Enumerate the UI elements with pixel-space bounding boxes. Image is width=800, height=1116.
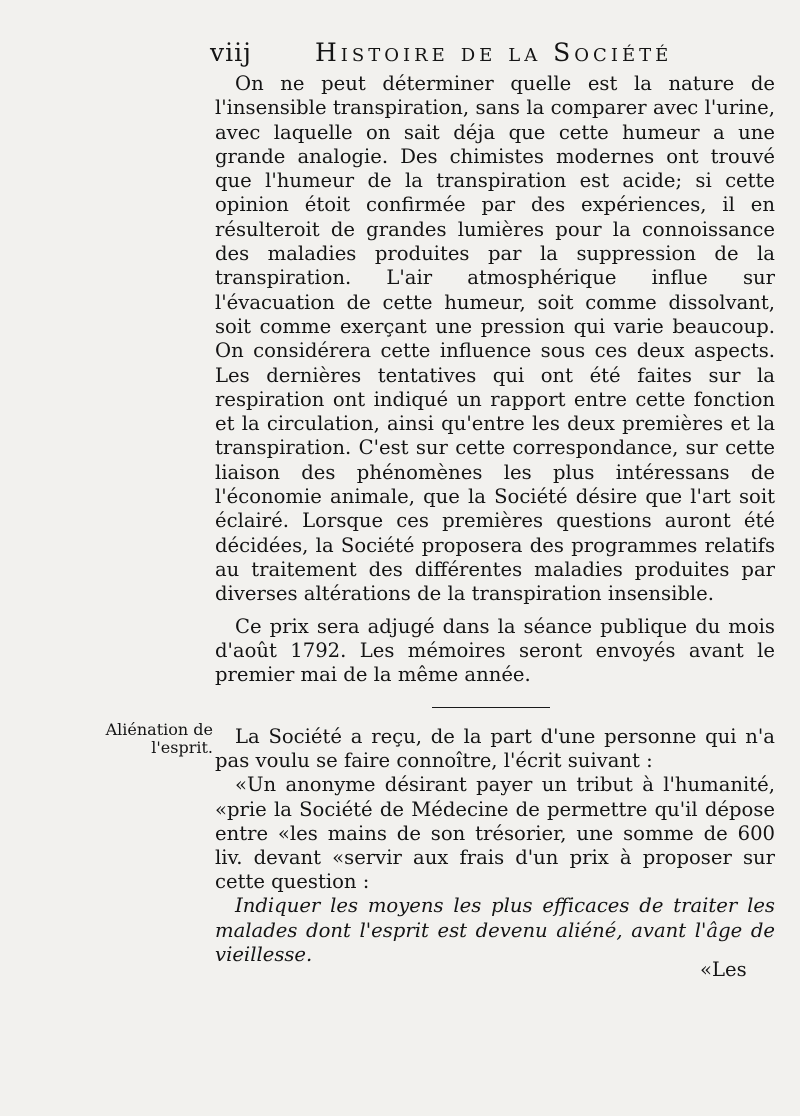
main-text — [215, 72, 775, 687]
margin-note: Aliénation de l'esprit. — [105, 720, 213, 757]
paragraph-prize-date: Ce prix sera adjugé dans la séance publique du mois d'août 1792. Les mémoires seront envoyés avant le premier mai de la même année. — [215, 614, 775, 687]
section-intro: La Société a reçu, de la part d'une personne qui n'a pas voulu se faire connoître, l'écrit suivant : — [215, 725, 775, 773]
section-divider — [432, 707, 550, 708]
catchword: «Les — [700, 958, 747, 981]
prize-question: Indiquer les moyens les plus efficaces de traiter les malades dont l'esprit est devenu aliéné, avant l'âge de vieillesse. — [215, 894, 775, 966]
paragraph-transpiration: On ne peut déterminer quelle est la nature de l'insensible transpiration, sans la comparer avec l'urine, avec laquelle on sait déja que cette humeur a une grande analogie. Des chimistes modernes ont trouvé que l'humeur de la transpiration est acide; si cette opinion étoit confirmée par des expériences, il en résulteroit de grandes lumières pour la connoissance des maladies produites par la suppression de la transpiration. L'air atmosphérique influe sur l'évacuation de cette humeur, soit comme dissolvant, soit comme exerçant une pression qui varie beaucoup. On considérera cette influence sous ces deux aspects. Les dernières tentatives qui ont été faites sur la respiration ont indiqué un rapport entre cette fonction et la circulation, ainsi qu'entre les deux premières et la transpiration. C'est sur cette correspondance, sur cette liaison des phénomènes les plus intéressans de l'économie animale, que la Société désire que l'art soit éclairé. Lorsque ces premières questions auront été décidées, la Société proposera des programmes relatifs au traitement des différentes maladies produites par diverses altérations de la transpiration insensible. — [215, 72, 775, 606]
running-head: Histoire de la Société — [315, 38, 673, 67]
page-number: viij — [210, 38, 252, 67]
anonymous-quote: «Un anonyme désirant payer un tribut à l'humanité, «prie la Société de Médecine de permettre qu'il dépose entre «les mains de son trésorier, une somme de 600 liv. devant «servir aux frais d'un prix à proposer sur cette question : — [215, 773, 775, 894]
section-alienation — [215, 725, 775, 967]
